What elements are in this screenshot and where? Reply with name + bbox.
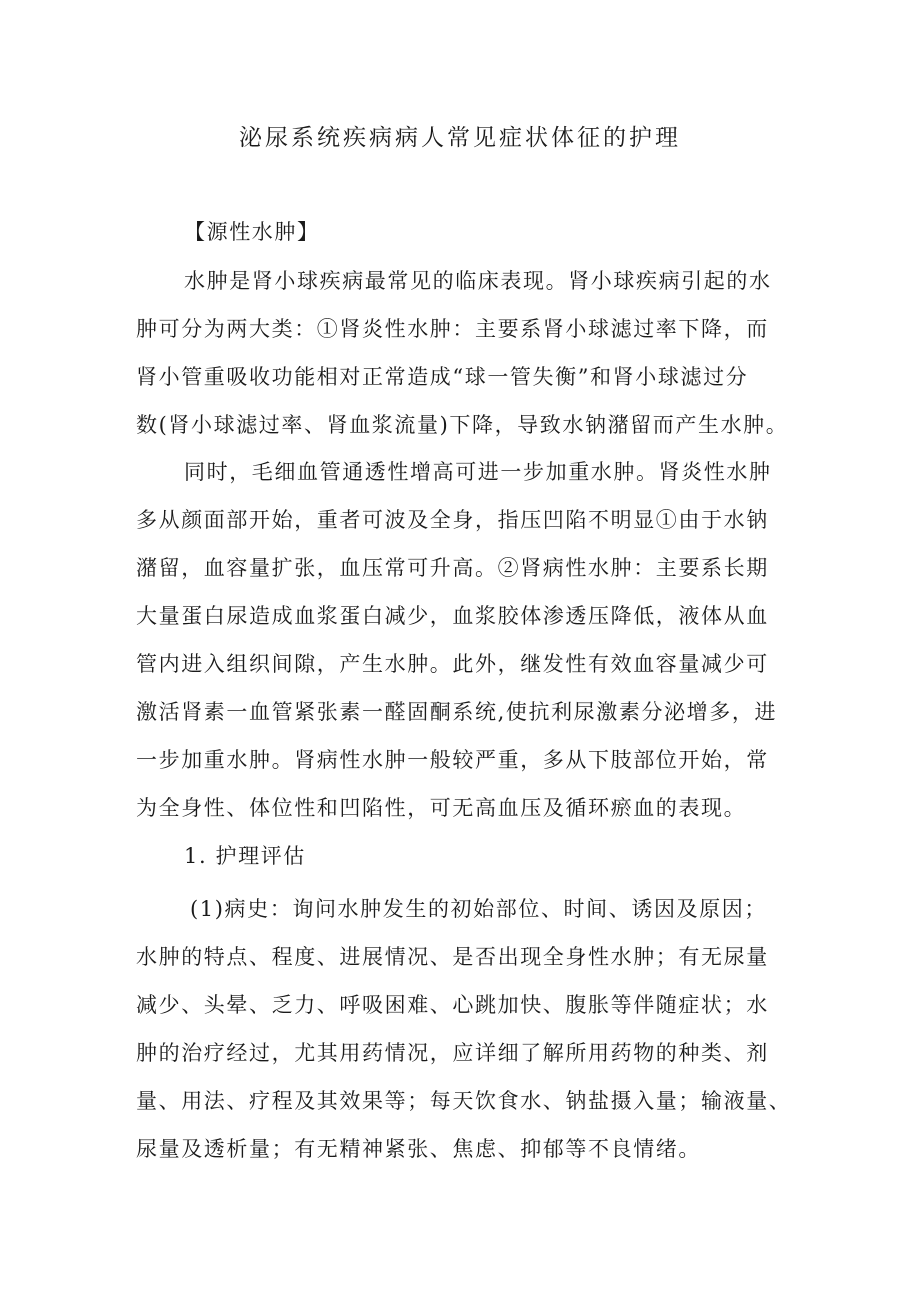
paragraph-line: 肿的治疗经过，尤其用药情况，应详细了解所用药物的种类、剂 [136,1041,769,1065]
paragraph-line: 管内进入组织间隙，产生水肿。此外，继发性有效血容量减少可 [136,652,769,676]
paragraph-line: 量、用法、疗程及其效果等；每天饮食水、钠盐摄入量；输液量、 [136,1089,792,1113]
paragraph-line: 同时，毛细血管通透性增高可进一步加重水肿。肾炎性水肿 [184,460,772,484]
paragraph-line: 激活肾素一血管紧张素一醛固酮系统,使抗利尿激素分泌增多，进 [136,700,778,724]
paragraph-line: (1)病史：询问水肿发生的初始部位、时间、诱因及原因； [190,897,767,921]
section-heading: 【源性水肿】 [184,220,320,244]
paragraph-line: 减少、头晕、乏力、呼吸困难、心跳加快、腹胀等伴随症状；水 [136,993,769,1017]
paragraph-line: 大量蛋白尿造成血浆蛋白减少，血浆胶体渗透压降低，液体从血 [136,604,769,628]
paragraph-line: 肿可分为两大类：①肾炎性水肿：主要系肾小球滤过率下降，而 [136,317,769,341]
paragraph-line: 潴留，血容量扩张，血压常可升高。②肾病性水肿：主要系长期 [136,556,769,580]
document-title: 泌尿系统疾病病人常见症状体征的护理 [239,125,681,151]
paragraph-line: 数(肾小球滤过率、肾血浆流量)下降，导致水钠潴留而产生水肿。 [136,413,789,437]
paragraph-line: 水肿是肾小球疾病最常见的临床表现。肾小球疾病引起的水 [184,269,772,293]
paragraph-line: 为全身性、体位性和凹陷性，可无高血压及循环瘀血的表现。 [136,796,747,820]
section-heading: 1. 护理评估 [184,844,306,868]
paragraph-line: 肾小管重吸收功能相对正常造成“球一管失衡”和肾小球滤过分 [136,365,749,389]
paragraph-line: 多从颜面部开始，重者可波及全身，指压凹陷不明显①由于水钠 [136,508,769,532]
paragraph-line: 一步加重水肿。肾病性水肿一般较严重，多从下肢部位开始，常 [136,748,769,772]
paragraph-line: 水肿的特点、程度、进展情况、是否出现全身性水肿；有无尿量 [136,945,769,969]
paragraph-line: 尿量及透析量；有无精神紧张、焦虑、抑郁等不良情绪。 [136,1137,701,1161]
